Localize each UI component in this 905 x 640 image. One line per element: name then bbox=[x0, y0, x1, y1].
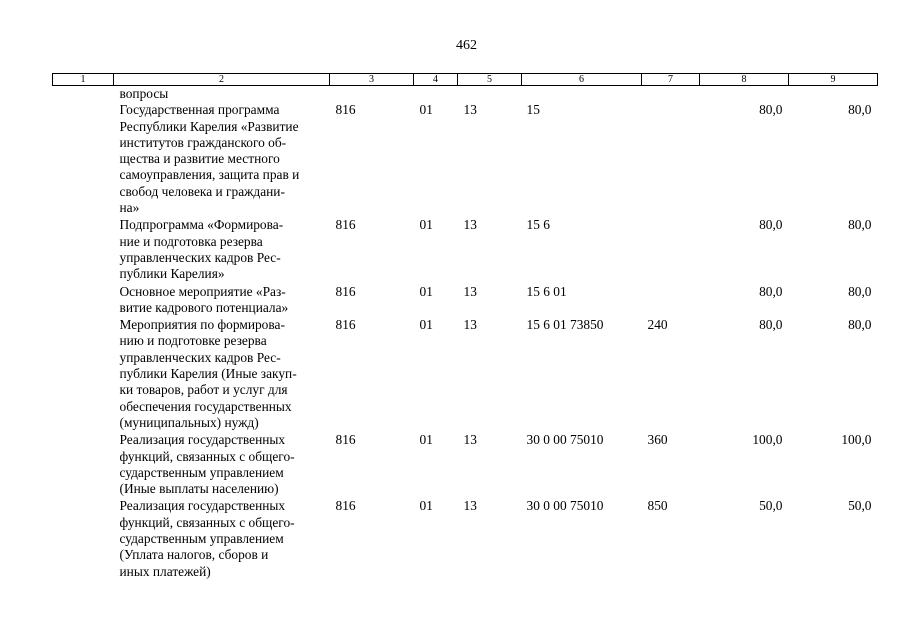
cell-subsection: 13 bbox=[463, 283, 477, 299]
cell-subsection: 13 bbox=[463, 102, 477, 118]
cell-name bbox=[114, 317, 330, 432]
cell-amount-9: 80,0 bbox=[848, 317, 872, 333]
column-header-5: 5 bbox=[458, 74, 522, 86]
column-header-4: 4 bbox=[414, 74, 458, 86]
name-line: витие кадрового потенциала» bbox=[119, 299, 289, 315]
cell-amount-8: 80,0 bbox=[759, 102, 783, 118]
cell-section: 01 bbox=[419, 102, 433, 118]
cell-amount-8: 80,0 bbox=[759, 217, 783, 233]
name-line: Подпрограмма «Формирова- bbox=[119, 217, 284, 233]
cell-admin-code: 816 bbox=[335, 102, 356, 118]
name-line: (Иные выплаты населению) bbox=[119, 481, 279, 497]
cell-target-article: 15 6 01 73850 bbox=[526, 317, 604, 333]
column-header-7: 7 bbox=[642, 74, 700, 86]
cell-section: 01 bbox=[419, 217, 433, 233]
column-header-6: 6 bbox=[522, 74, 642, 86]
table-row bbox=[53, 217, 878, 283]
table-row bbox=[53, 432, 878, 498]
cell-section: 01 bbox=[419, 283, 433, 299]
page-number: 462 bbox=[456, 38, 477, 53]
cell-expense-type: 360 bbox=[647, 432, 668, 448]
column-header-2: 2 bbox=[114, 74, 330, 86]
name-line: публики Карелия» bbox=[119, 266, 225, 282]
table-row bbox=[53, 317, 878, 432]
name-line: функций, связанных с общего- bbox=[119, 448, 295, 464]
name-line: Основное мероприятие «Раз- bbox=[119, 283, 286, 299]
cell-subsection: 13 bbox=[463, 317, 477, 333]
cell-amount-8: 80,0 bbox=[759, 283, 783, 299]
cell-expense-type bbox=[642, 217, 700, 283]
cell-subsection: 13 bbox=[463, 217, 477, 233]
cell-admin-code: 816 bbox=[335, 498, 356, 514]
column-header-3: 3 bbox=[330, 74, 414, 86]
cell-expense-type: 240 bbox=[647, 317, 668, 333]
cell-col1 bbox=[53, 102, 114, 217]
column-header-9: 9 bbox=[789, 74, 878, 86]
cell-name bbox=[114, 102, 330, 217]
name-line: (муниципальных) нужд) bbox=[119, 414, 259, 430]
cell-section: 01 bbox=[419, 432, 433, 448]
cell-col1 bbox=[53, 284, 114, 318]
name-line: функций, связанных с общего- bbox=[119, 514, 295, 530]
name-line: управленческих кадров Рес- bbox=[119, 249, 281, 265]
cell-name bbox=[114, 432, 330, 498]
column-header-8: 8 bbox=[700, 74, 789, 86]
table-row bbox=[53, 102, 878, 217]
name-line: ние и подготовка резерва bbox=[119, 233, 263, 249]
name-line: Республики Карелия «Развитие bbox=[119, 118, 299, 134]
cell-admin-code: 816 bbox=[335, 317, 356, 333]
cell-col1 bbox=[53, 217, 114, 283]
budget-table bbox=[52, 73, 878, 581]
name-line: управленческих кадров Рес- bbox=[119, 349, 281, 365]
cell-target-article: 15 6 bbox=[526, 217, 550, 233]
cell-admin-code: 816 bbox=[335, 217, 356, 233]
continuation-text: вопросы bbox=[119, 86, 169, 101]
cell-name bbox=[114, 217, 330, 283]
cell-section: 01 bbox=[419, 498, 433, 514]
table-row bbox=[53, 498, 878, 580]
cell-section: 01 bbox=[419, 317, 433, 333]
cell-name bbox=[114, 284, 330, 318]
name-line: Государственная программа bbox=[119, 102, 280, 118]
cell-amount-9: 50,0 bbox=[848, 498, 872, 514]
name-line: свобод человека и граждани- bbox=[119, 183, 285, 199]
cell-col1 bbox=[53, 498, 114, 580]
name-line: Мероприятия по формирова- bbox=[119, 317, 285, 333]
cell-target-article: 15 bbox=[526, 102, 540, 118]
cell-expense-type bbox=[642, 284, 700, 318]
name-line: на» bbox=[119, 200, 140, 216]
name-line: Реализация государственных bbox=[119, 432, 286, 448]
name-line: самоуправления, защита прав и bbox=[119, 167, 300, 183]
cell-amount-8: 80,0 bbox=[759, 317, 783, 333]
cell-expense-type bbox=[642, 102, 700, 217]
name-line: Реализация государственных bbox=[119, 498, 286, 514]
cell-admin-code: 816 bbox=[335, 283, 356, 299]
cell-target-article: 30 0 00 75010 bbox=[526, 498, 604, 514]
cell-amount-9: 80,0 bbox=[848, 217, 872, 233]
cell-target-article: 15 6 01 bbox=[526, 283, 567, 299]
column-header-1: 1 bbox=[53, 74, 114, 86]
cell-col1 bbox=[53, 317, 114, 432]
cell-amount-9: 100,0 bbox=[841, 432, 872, 448]
column-number-header bbox=[53, 74, 878, 86]
cell-amount-9: 80,0 bbox=[848, 283, 872, 299]
name-line: обеспечения государственных bbox=[119, 398, 292, 414]
cell-subsection: 13 bbox=[463, 498, 477, 514]
name-line: сударственным управлением bbox=[119, 531, 284, 547]
cell-amount-9: 80,0 bbox=[848, 102, 872, 118]
cell-target-article: 30 0 00 75010 bbox=[526, 432, 604, 448]
name-line: ки товаров, работ и услуг для bbox=[119, 382, 288, 398]
cell-admin-code: 816 bbox=[335, 432, 356, 448]
name-line: иных платежей) bbox=[119, 563, 211, 579]
cell-name bbox=[114, 498, 330, 580]
cell-expense-type: 850 bbox=[647, 498, 668, 514]
cell-col1 bbox=[53, 432, 114, 498]
name-line: публики Карелия (Иные закуп- bbox=[119, 366, 297, 382]
cell-subsection: 13 bbox=[463, 432, 477, 448]
name-line: щества и развитие местного bbox=[119, 151, 280, 167]
cell-amount-8: 100,0 bbox=[752, 432, 783, 448]
cell-amount-8: 50,0 bbox=[759, 498, 783, 514]
name-line: сударственным управлением bbox=[119, 464, 284, 480]
continuation-row bbox=[53, 86, 878, 103]
name-line: (Уплата налогов, сборов и bbox=[119, 547, 269, 563]
name-line: институтов гражданского об- bbox=[119, 134, 287, 150]
table-row bbox=[53, 284, 878, 318]
name-line: нию и подготовке резерва bbox=[119, 333, 267, 349]
